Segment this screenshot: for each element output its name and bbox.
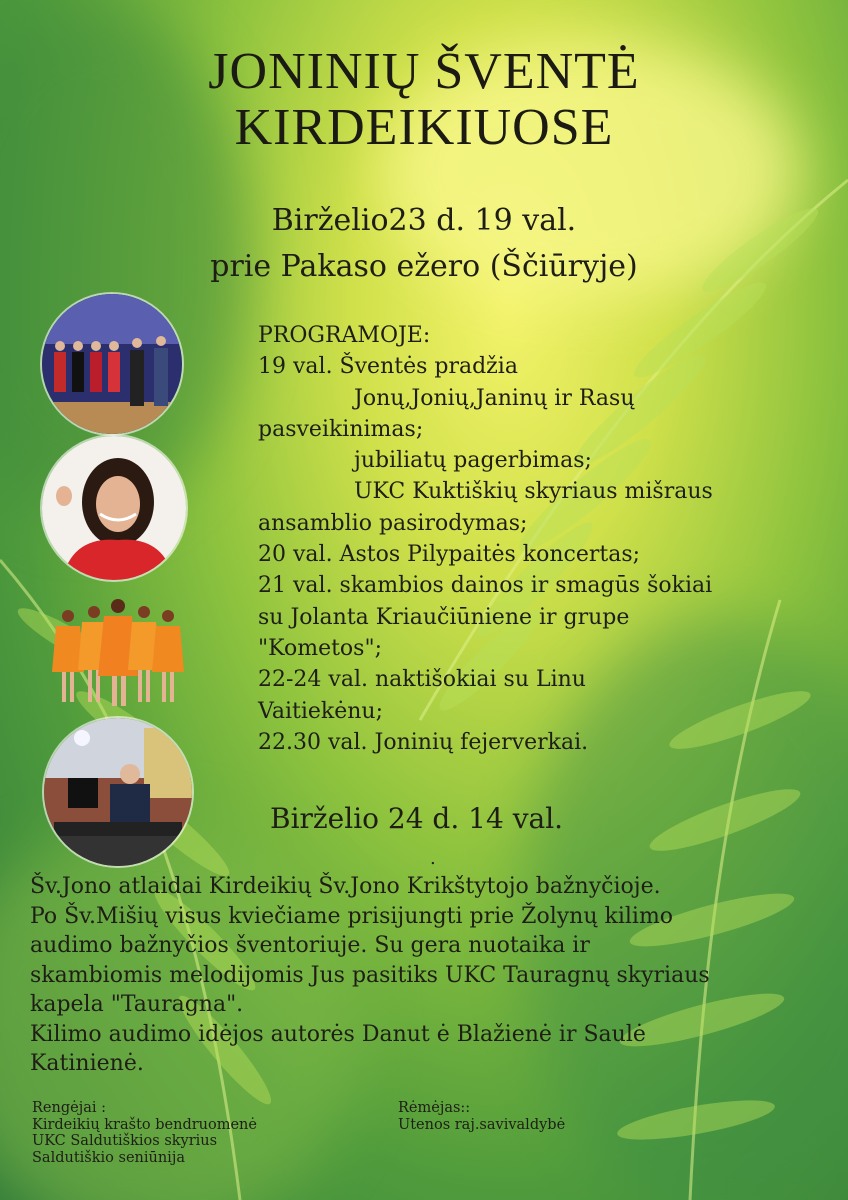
sponsor-item: Utenos raj.savivaldybė (398, 1116, 566, 1133)
title-line-1: JONINIŲ ŠVENTĖ (208, 43, 640, 100)
info-line: kapela "Tauragna". (30, 992, 244, 1017)
photo-singer (42, 436, 186, 580)
event-date-line-1: Birželio23 d. 19 val. (271, 203, 577, 238)
organizer-item: Saldutiškio seniūnija (32, 1149, 185, 1166)
photo-ensemble (42, 294, 182, 434)
second-event-date: Birželio 24 d. 14 val. (270, 802, 564, 835)
organizer-item: Kirdeikių krašto bendruomenė (32, 1116, 257, 1133)
info-line: skambiomis melodijomis Jus pasitiks UKC Tauragnų skyriaus (30, 962, 710, 988)
program-line: 19 val. Šventės pradžia (258, 354, 518, 380)
program-line: Vaitiekėnu; (258, 698, 384, 724)
sponsors-heading: Rėmėjas:: (398, 1100, 471, 1116)
info-line: audimo bažnyčios šventoriuje. Su gera nuotaika ir (30, 933, 590, 958)
title-line-2: KIRDEIKIUOSE (234, 99, 614, 156)
info-line: Šv.Jono atlaidai Kirdeikių Šv.Jono Krikštytojo bažnyčioje. (30, 874, 661, 899)
photo-dance-group (46, 580, 188, 722)
program-line: 21 val. skambios dainos ir smagūs šokiai (258, 573, 713, 599)
program-line: 22.30 val. Joninių fejerverkai. (258, 729, 589, 755)
event-date-location: prie Pakaso ežero (Ščiūryje) (210, 249, 638, 284)
sponsors-block (398, 1100, 565, 1133)
info-line: Kilimo audimo idėjos autorės Danut ė Blažienė ir Saulė (30, 1021, 646, 1047)
info-line: Katinienė. (30, 1051, 144, 1076)
organizers-block (32, 1100, 257, 1166)
program-line: 22-24 val. naktišokiai su Linu (258, 667, 586, 693)
program-heading: PROGRAMOJE: (258, 323, 431, 348)
program-line: jubiliatų pagerbimas; (354, 448, 592, 474)
program-line: Jonų,Jonių,Janinų ir Rasų (354, 385, 635, 411)
event-date (0, 198, 848, 290)
program-line: su Jolanta Kriaučiūniene ir grupe (258, 604, 630, 630)
organizer-item: UKC Saldutiškios skyrius (32, 1133, 218, 1149)
church-event-info (30, 872, 840, 1079)
program-line: pasveikinimas; (258, 416, 424, 442)
program-line: ansamblio pasirodymas; (258, 510, 528, 536)
organizers-heading: Rengėjai : (32, 1100, 106, 1116)
program-line: 20 val. Astos Pilypaitės koncertas; (258, 542, 641, 568)
info-line: Po Šv.Mišių visus kviečiame prisijungti prie Žolynų kilimo (30, 903, 674, 929)
dot-mark: . (430, 848, 436, 869)
program-line: "Kometos"; (258, 635, 382, 661)
page-title (0, 44, 848, 156)
program-line: UKC Kuktiškių skyriaus mišraus (354, 479, 713, 505)
photo-musician (44, 718, 192, 866)
program-section (258, 320, 838, 758)
